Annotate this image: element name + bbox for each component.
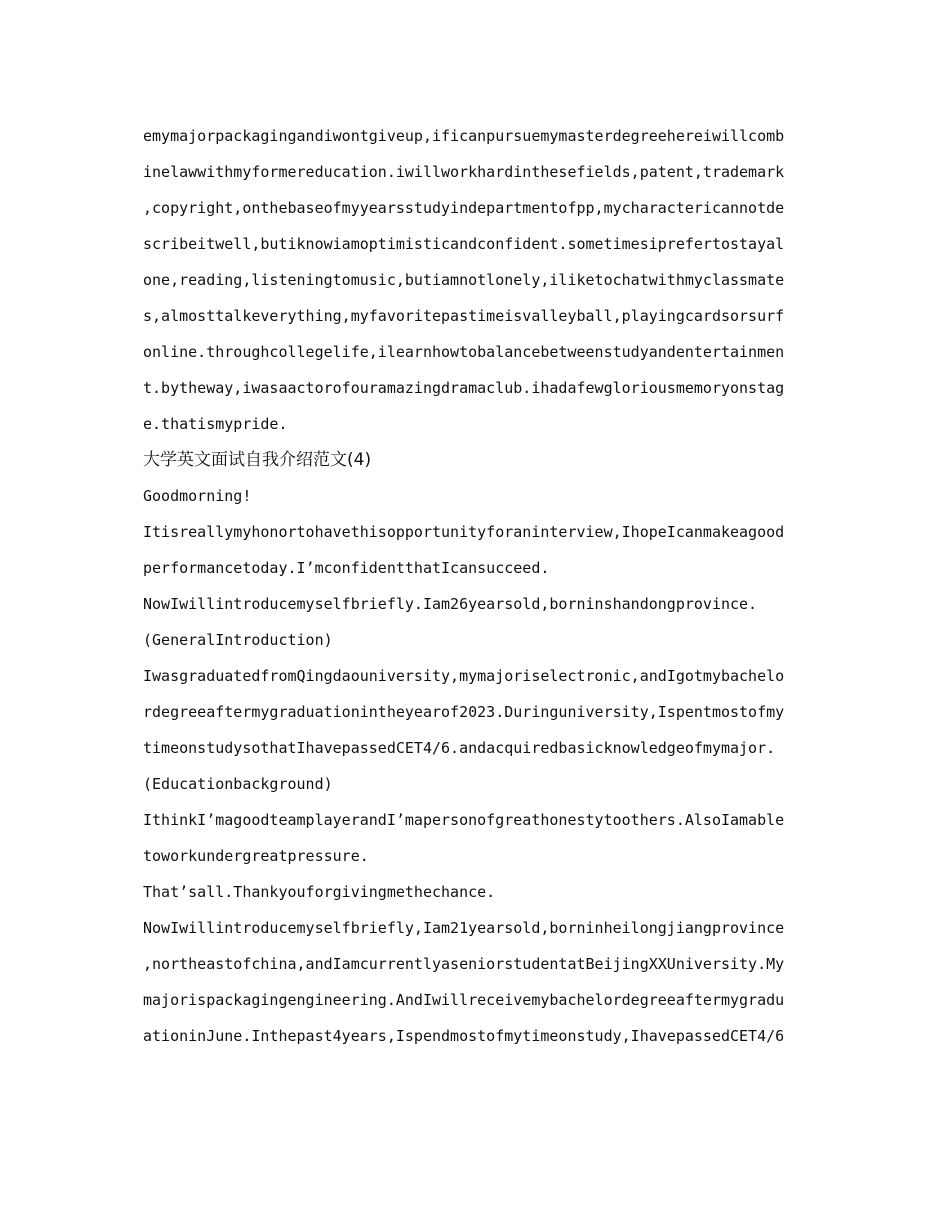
text-line: Itisreallymyhonortohavethisopportunityforaninterview,IhopeIcanmakeagood xyxy=(143,523,785,541)
document-body xyxy=(143,118,807,1054)
text-line: one,reading,listeningtomusic,butiamnotlonely,iliketochatwithmyclassmate xyxy=(143,271,785,289)
text-line: scribeitwell,butiknowiamoptimisticandconfident.sometimesiprefertostayal xyxy=(143,235,785,253)
text-line: majorispackagingengineering.AndIwillreceivemybachelordegreeaftermygradu xyxy=(143,991,785,1009)
text-line: ationinJune.Inthepast4years,Ispendmostofmytimeonstudy,IhavepassedCET4/6 xyxy=(143,1027,785,1045)
text-line: ,copyright,onthebaseofmyyearsstudyindepartmentofpp,mycharactericannotde xyxy=(143,199,785,217)
text-line: e.thatismypride. xyxy=(143,415,288,433)
text-line: ,northeastofchina,andIamcurrentlyaseniorstudentatBeijingXXUniversity.My xyxy=(143,955,785,973)
text-line: online.throughcollegelife,ilearnhowtobalancebetweenstudyandentertainmen xyxy=(143,343,785,361)
text-line: t.bytheway,iwasaactorofouramazingdramaclub.ihadafewgloriousmemoryonstag xyxy=(143,379,785,397)
text-line: IthinkI’magoodteamplayerandI’mapersonofgreathonestytoothers.AlsoIamable xyxy=(143,811,785,829)
text-line: (GeneralIntroduction) xyxy=(143,631,333,649)
text-line: s,almosttalkeverything,myfavoritepastimeisvalleyball,playingcardsorsurf xyxy=(143,307,785,325)
text-line: That’sall.Thankyouforgivingmethechance. xyxy=(143,883,496,901)
section-heading: 大学英文面试自我介绍范文(4) xyxy=(143,450,372,470)
text-line: NowIwillintroducemyselfbriefly,Iam21yearsold,borninheilongjiangprovince xyxy=(143,919,785,937)
text-line: emymajorpackagingandiwontgiveup,ificanpursuemymasterdegreehereiwillcomb xyxy=(143,127,785,145)
text-line: Goodmorning! xyxy=(143,487,252,505)
text-line: rdegreeaftermygraduationintheyearof2023.Duringuniversity,Ispentmostofmy xyxy=(143,703,785,721)
text-line: toworkundergreatpressure. xyxy=(143,847,369,865)
text-line: inelawwithmyformereducation.iwillworkhardinthesefields,patent,trademark xyxy=(143,163,785,181)
text-line: timeonstudysothatIhavepassedCET4/6.andacquiredbasicknowledgeofmymajor. xyxy=(143,739,776,757)
text-line: NowIwillintroducemyselfbriefly.Iam26yearsold,borninshandongprovince. xyxy=(143,595,758,613)
text-line: performancetoday.I’mconfidentthatIcansucceed. xyxy=(143,559,550,577)
text-line: (Educationbackground) xyxy=(143,775,333,793)
text-line: IwasgraduatedfromQingdaouniversity,mymajoriselectronic,andIgotmybachelo xyxy=(143,667,785,685)
